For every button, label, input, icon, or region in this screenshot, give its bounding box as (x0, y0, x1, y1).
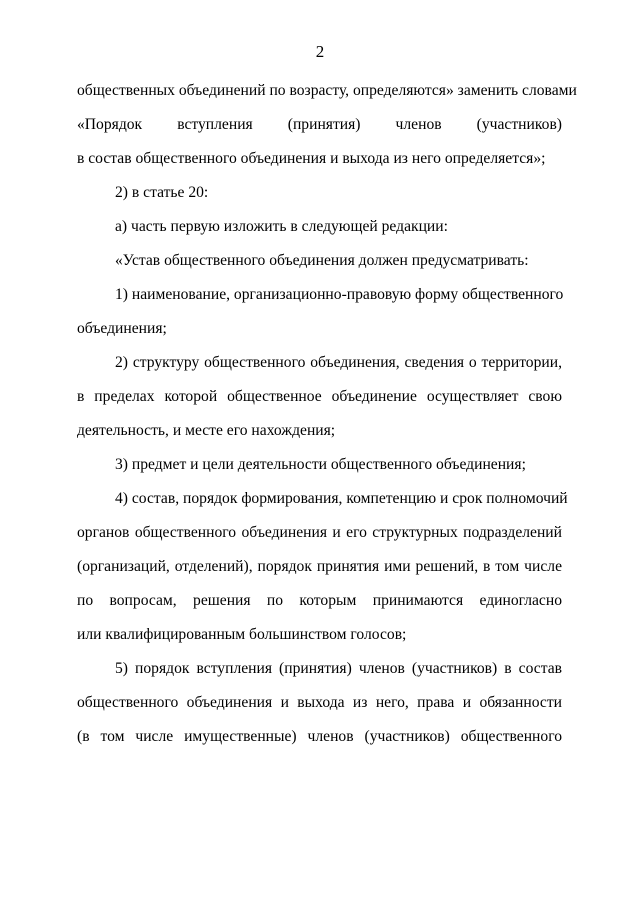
text-line: общественного объединения и выхода из него, права и обязанности (77, 694, 562, 711)
page-number: 2 (315, 42, 325, 61)
text-line: 1) наименование, организационно-правовую форму общественного (115, 286, 564, 303)
text-line: 3) предмет и цели деятельности общественного объединения; (115, 456, 526, 473)
text-line: 5) порядок вступления (принятия) членов (участников) в состав (115, 660, 562, 677)
text-line: «Устав общественного объединения должен предусматривать: (115, 252, 529, 269)
text-line: 4) состав, порядок формирования, компетенцию и срок полномочий (115, 490, 568, 507)
text-line: 2) структуру общественного объединения, сведения о территории, (115, 354, 562, 371)
text-line: (организаций, отделений), порядок принятия ими решений, в том числе (77, 558, 562, 575)
text-line: «Порядок вступления (принятия) членов (участников) (77, 116, 562, 133)
text-line: а) часть первую изложить в следующей редакции: (115, 218, 448, 235)
text-line: органов общественного объединения и его структурных подразделений (77, 524, 562, 541)
text-line: или квалифицированным большинством голосов; (77, 626, 407, 643)
text-line: (в том числе имущественные) членов (участников) общественного (77, 728, 562, 745)
text-line: объединения; (77, 320, 167, 337)
document-body (77, 78, 577, 758)
text-line: по вопросам, решения по которым принимаются единогласно (77, 592, 562, 609)
text-line: в состав общественного объединения и выхода из него определяется»; (77, 150, 546, 167)
text-line: 2) в статье 20: (115, 184, 209, 201)
text-line: деятельность, и месте его нахождения; (77, 422, 336, 439)
text-line: общественных объединений по возрасту, определяются» заменить словами (77, 82, 577, 99)
text-line: в пределах которой общественное объединение осуществляет свою (77, 388, 562, 405)
